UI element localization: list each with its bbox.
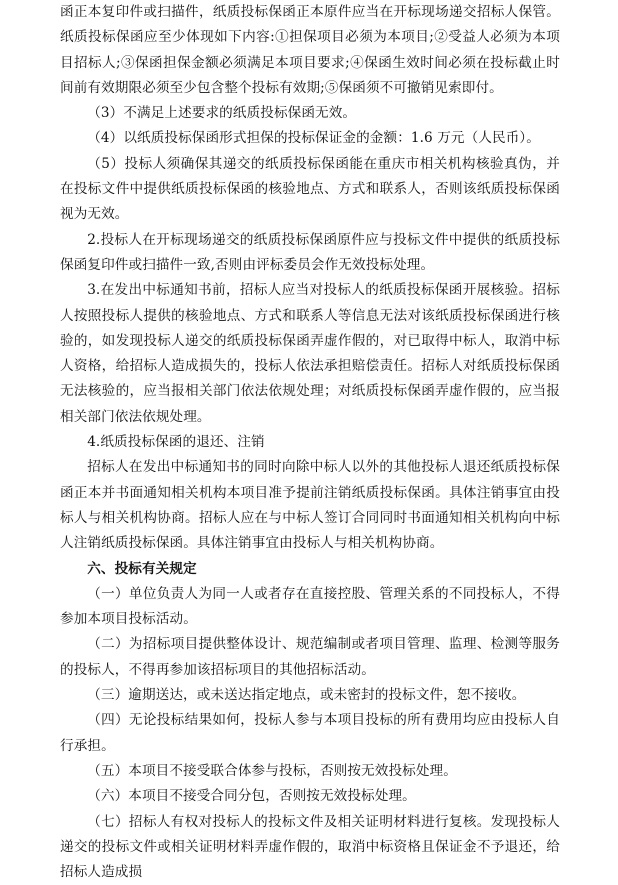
rule-item-6: （六）本项目不接受合同分包，否则按无效投标处理。: [60, 784, 560, 809]
rule-item-5: （五）本项目不接受联合体参与投标，否则按无效投标处理。: [60, 759, 560, 784]
rule-item-2: （二）为招标项目提供整体设计、规范编制或者项目管理、监理、检测等服务的投标人，不得再参加该招标项目的其他招标活动。: [60, 632, 560, 683]
rule-item-4: （四）无论投标结果如何，投标人参与本项目投标的所有费用均应由投标人自行承担。: [60, 708, 560, 759]
rule-item-1: （一）单位负责人为同一人或者存在直接控股、管理关系的不同投标人，不得参加本项目投标活动。: [60, 582, 560, 633]
paragraph-section-2: 2.投标人在开标现场递交的纸质投标保函原件应与投标文件中提供的纸质投标保函复印件或扫描件一致,否则由评标委员会作无效投标处理。: [60, 228, 560, 279]
paragraph-item-3: （3）不满足上述要求的纸质投标保函无效。: [60, 101, 560, 126]
paragraph-guarantee-content: 函正本复印件或扫描件，纸质投标保函正本原件应当在开标现场递交招标人保管。纸质投标保函应至少体现如下内容:①担保项目必须为本项目;②受益人必须为本项目招标人;③保函担保金额必须满足本项目要求;④保函生效时间必须在投标截止时间前有效期限必须至少包含整个投标有效期;⑤保函须不可撤销见索即付。: [60, 0, 560, 101]
paragraph-item-4: （4）以纸质投标保函形式担保的投标保证金的金额：1.6 万元（人民币）。: [60, 126, 560, 151]
paragraph-item-5: （5）投标人须确保其递交的纸质投标保函能在重庆市相关机构核验真伪，并在投标文件中提供纸质投标保函的核验地点、方式和联系人，否则该纸质投标保函视为无效。: [60, 152, 560, 228]
paragraph-section-4-title: 4.纸质投标保函的退还、注销: [60, 430, 560, 455]
paragraph-section-3: 3.在发出中标通知书前，招标人应当对投标人的纸质投标保函开展核验。招标人按照投标人提供的核验地点、方式和联系人等信息无法对该纸质投标保函进行核验的，如发现投标人递交的纸质投标保函弄虚作假的，对已取得中标人，取消中标人资格，给招标人造成损失的，投标人依法承担赔偿责任。招标人对纸质投标保函无法核验的，应当报相关部门依法依规处理；对纸质投标保函弄虚作假的，应当报相关部门依法依规处理。: [60, 278, 560, 430]
section-heading: 六、投标有关规定: [60, 557, 560, 582]
paragraph-section-4-body: 招标人在发出中标通知书的同时向除中标人以外的其他投标人退还纸质投标保函正本并书面通知相关机构本项目准予提前注销纸质投标保函。具体注销事宜由投标人与相关机构协商。招标人应在与中标人签订合同同时书面通知相关机构向中标人注销纸质投标保函。具体注销事宜由投标人与相关机构协商。: [60, 455, 560, 556]
rule-item-3: （三）逾期送达，或未送达指定地点，或未密封的投标文件，恕不接收。: [60, 683, 560, 708]
rule-item-7: （七）招标人有权对投标人的投标文件及相关证明材料进行复核。发现投标人递交的投标文件或相关证明材料弄虚作假的，取消中标资格且保证金不予退还，给招标人造成损: [60, 810, 560, 885]
